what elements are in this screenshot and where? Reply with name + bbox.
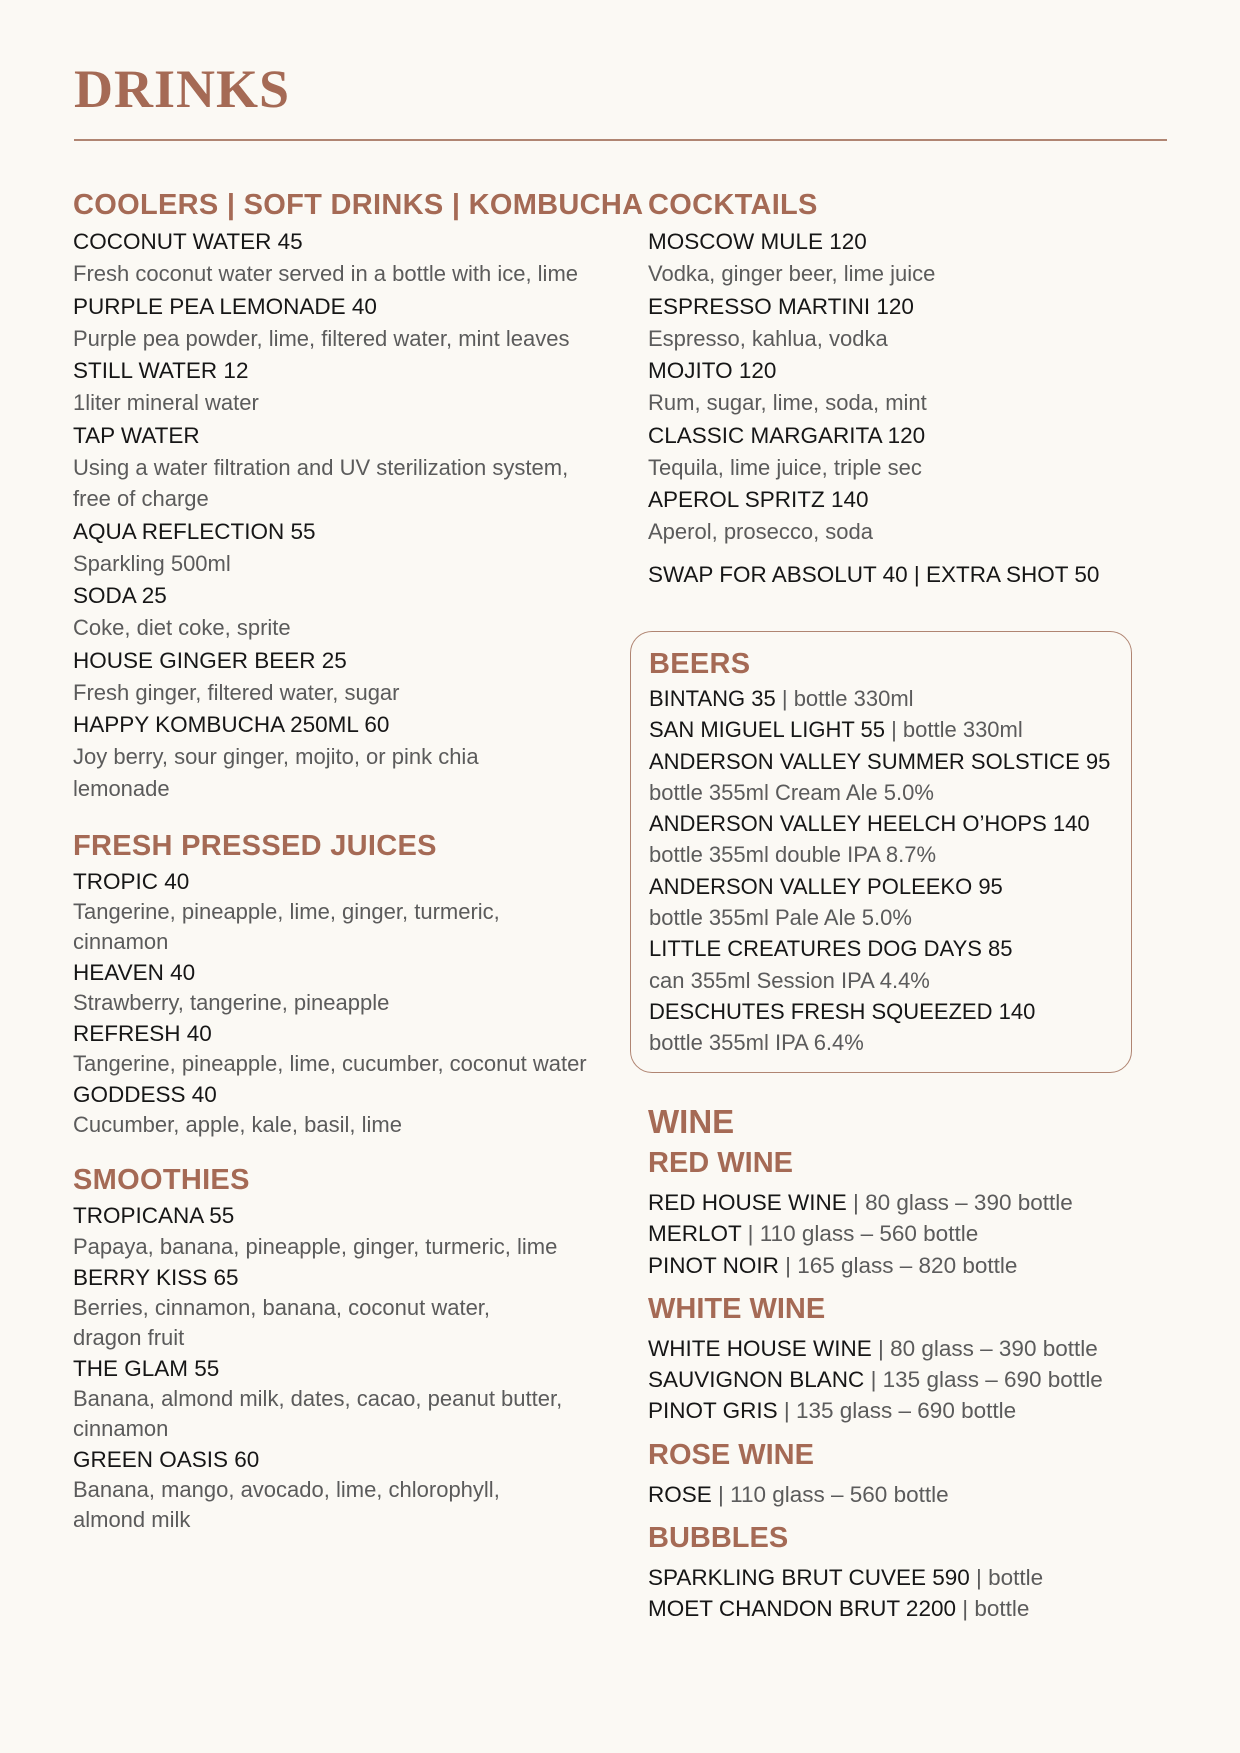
item-name: HEAVEN 40 bbox=[73, 960, 196, 985]
white-wine-group bbox=[648, 1289, 1148, 1427]
wine-price: | bottle bbox=[969, 1565, 1044, 1591]
item-name: MOJITO 120 bbox=[648, 358, 777, 383]
beer-item bbox=[649, 714, 1131, 745]
section-juices bbox=[73, 826, 618, 1140]
item-name: CLASSIC MARGARITA 120 bbox=[648, 422, 926, 448]
wine-name: PINOT GRIS bbox=[648, 1398, 778, 1424]
item-name: BERRY KISS 65 bbox=[73, 1265, 239, 1290]
beer-desc: bottle 355ml double IPA 8.7% bbox=[649, 842, 937, 868]
beer-size: | bottle 330ml bbox=[775, 686, 914, 711]
item-desc: Joy berry, sour ginger, mojito, or pink chia lemonade bbox=[73, 744, 479, 801]
item-name: COCONUT WATER 45 bbox=[73, 229, 303, 254]
menu-item bbox=[648, 354, 1138, 419]
beer-name: LITTLE CREATURES DOG DAYS 85 bbox=[649, 936, 1013, 962]
wine-price: | 110 glass – 560 bottle bbox=[711, 1481, 949, 1507]
wine-name: MOET CHANDON BRUT 2200 bbox=[648, 1596, 956, 1622]
item-desc: Using a water filtration and UV sterilization system, free of charge bbox=[73, 454, 569, 511]
item-name: REFRESH 40 bbox=[73, 1021, 212, 1046]
menu-item bbox=[73, 708, 618, 804]
beer-name: ANDERSON VALLEY HEELCH O’HOPS 140 bbox=[649, 811, 1090, 837]
section-title: SMOOTHIES bbox=[73, 1164, 250, 1196]
wine-price: | 135 glass – 690 bottle bbox=[864, 1367, 1103, 1393]
cocktail-note: SWAP FOR ABSOLUT 40 | EXTRA SHOT 50 bbox=[648, 561, 1100, 587]
wine-name: SAUVIGNON BLANC bbox=[648, 1367, 865, 1393]
item-desc: Aperol, prosecco, soda bbox=[648, 519, 874, 544]
item-desc: Sparkling 500ml bbox=[73, 550, 231, 576]
item-desc: 1liter mineral water bbox=[73, 390, 259, 415]
menu-item bbox=[648, 290, 1138, 355]
section-coolers bbox=[73, 185, 644, 804]
item-desc: Banana, almond milk, dates, cacao, peanut butter, cinnamon bbox=[73, 1386, 563, 1441]
wine-item bbox=[648, 1562, 1148, 1593]
menu-item bbox=[73, 1353, 618, 1444]
beer-name: BINTANG 35 bbox=[649, 686, 776, 711]
item-name: SODA 25 bbox=[73, 583, 167, 608]
menu-item bbox=[73, 225, 618, 290]
menu-item bbox=[73, 1018, 618, 1079]
item-name: HOUSE GINGER BEER 25 bbox=[73, 647, 347, 673]
bubbles-group bbox=[648, 1518, 1148, 1625]
item-name: TAP WATER bbox=[73, 422, 200, 448]
wine-item bbox=[648, 1250, 1148, 1281]
item-desc: Tequila, lime juice, triple sec bbox=[648, 454, 922, 480]
item-name: MOSCOW MULE 120 bbox=[648, 229, 867, 254]
item-desc: Strawberry, tangerine, pineapple bbox=[73, 990, 390, 1015]
subsection-title: ROSE WINE bbox=[648, 1438, 814, 1471]
item-name: APEROL SPRITZ 140 bbox=[648, 487, 869, 512]
section-title: FRESH PRESSED JUICES bbox=[73, 830, 437, 862]
wine-item bbox=[648, 1593, 1148, 1624]
beer-name: SAN MIGUEL LIGHT 55 bbox=[649, 717, 885, 743]
section-title: BEERS bbox=[649, 648, 751, 680]
cocktails-section bbox=[648, 185, 1138, 591]
beer-item bbox=[649, 683, 1131, 714]
wine-item bbox=[648, 1333, 1148, 1364]
beer-name: DESCHUTES FRESH SQUEEZED 140 bbox=[649, 998, 1036, 1024]
menu-item bbox=[73, 579, 618, 644]
wine-price: | 110 glass – 560 bottle bbox=[741, 1221, 979, 1247]
item-desc: Berries, cinnamon, banana, coconut water, dragon fruit bbox=[73, 1295, 491, 1350]
wine-item bbox=[648, 1395, 1148, 1426]
item-desc: Rum, sugar, lime, soda, mint bbox=[648, 390, 927, 415]
subsection-title: RED WINE bbox=[648, 1147, 793, 1179]
beer-name: ANDERSON VALLEY POLEEKO 95 bbox=[649, 873, 1003, 899]
menu-item bbox=[73, 1262, 618, 1353]
item-name: TROPIC 40 bbox=[73, 869, 190, 894]
item-desc: Tangerine, pineapple, lime, ginger, turmeric, cinnamon bbox=[73, 899, 500, 954]
menu-item bbox=[648, 419, 1138, 484]
page-title: DRINKS bbox=[74, 59, 291, 119]
wine-item bbox=[648, 1479, 1148, 1510]
section-title: COOLERS | SOFT DRINKS | KOMBUCHA bbox=[73, 189, 644, 221]
item-name: PURPLE PEA LEMONADE 40 bbox=[73, 293, 377, 319]
menu-item bbox=[73, 1079, 618, 1140]
menu-item bbox=[73, 1200, 618, 1262]
item-desc: Fresh ginger, filtered water, sugar bbox=[73, 679, 400, 705]
menu-item bbox=[648, 483, 1138, 548]
menu-item bbox=[73, 644, 618, 709]
subsection-title: BUBBLES bbox=[648, 1522, 789, 1555]
subsection-title: WHITE WINE bbox=[648, 1292, 826, 1325]
wine-item bbox=[648, 1218, 1148, 1249]
item-desc: Coke, diet coke, sprite bbox=[73, 615, 291, 640]
wine-item bbox=[648, 1187, 1148, 1218]
item-name: GREEN OASIS 60 bbox=[73, 1447, 260, 1472]
menu-item bbox=[73, 419, 618, 515]
wine-name: ROSE bbox=[648, 1481, 712, 1507]
item-name: THE GLAM 55 bbox=[73, 1356, 220, 1381]
wine-price: | 135 glass – 690 bottle bbox=[777, 1398, 1017, 1424]
wine-price: | 165 glass – 820 bottle bbox=[778, 1252, 1018, 1278]
wine-price: | 80 glass – 390 bottle bbox=[871, 1335, 1098, 1361]
item-name: AQUA REFLECTION 55 bbox=[73, 518, 316, 544]
title-divider bbox=[74, 139, 1167, 141]
item-name: GODDESS 40 bbox=[73, 1082, 217, 1107]
red-wine-group bbox=[648, 1143, 1148, 1281]
menu-item bbox=[73, 957, 618, 1018]
menu-item bbox=[648, 225, 1138, 290]
beer-desc: bottle 355ml Pale Ale 5.0% bbox=[649, 905, 912, 931]
rose-wine-group bbox=[648, 1435, 1148, 1510]
left-column bbox=[73, 185, 644, 1535]
beer-desc: bottle 355ml Cream Ale 5.0% bbox=[649, 779, 934, 805]
section-title: WINE bbox=[648, 1103, 735, 1140]
item-desc: Banana, mango, avocado, lime, chlorophyll, almond milk bbox=[73, 1477, 500, 1532]
wine-price: | bottle bbox=[956, 1596, 1030, 1622]
section-title: COCKTAILS bbox=[648, 189, 818, 221]
item-desc: Cucumber, apple, kale, basil, lime bbox=[73, 1112, 402, 1137]
menu-item bbox=[73, 290, 618, 355]
beer-desc: can 355ml Session IPA 4.4% bbox=[649, 967, 930, 993]
wine-price: | 80 glass – 390 bottle bbox=[846, 1190, 1073, 1215]
wine-item bbox=[648, 1364, 1148, 1395]
item-name: TROPICANA 55 bbox=[73, 1203, 235, 1228]
section-smoothies bbox=[73, 1160, 618, 1535]
wine-name: PINOT NOIR bbox=[648, 1252, 779, 1278]
wine-name: RED HOUSE WINE bbox=[648, 1190, 847, 1215]
wine-section bbox=[648, 1101, 1148, 1633]
menu-item bbox=[73, 354, 618, 419]
wine-name: SPARKLING BRUT CUVEE 590 bbox=[648, 1565, 970, 1591]
item-desc: Espresso, kahlua, vodka bbox=[648, 325, 888, 351]
menu-item bbox=[73, 515, 618, 580]
wine-name: WHITE HOUSE WINE bbox=[648, 1335, 872, 1361]
item-desc: Tangerine, pineapple, lime, cucumber, coconut water bbox=[73, 1051, 587, 1076]
item-desc: Fresh coconut water served in a bottle with ice, lime bbox=[73, 261, 579, 286]
item-name: STILL WATER 12 bbox=[73, 358, 249, 383]
item-name: ESPRESSO MARTINI 120 bbox=[648, 293, 914, 319]
wine-name: MERLOT bbox=[648, 1221, 742, 1247]
beers-section bbox=[630, 631, 1132, 1073]
menu-item bbox=[73, 1444, 618, 1535]
item-desc: Purple pea powder, lime, filtered water, mint leaves bbox=[73, 325, 570, 351]
item-name: HAPPY KOMBUCHA 250ML 60 bbox=[73, 712, 390, 737]
beer-size: | bottle 330ml bbox=[884, 717, 1023, 743]
item-desc: Vodka, ginger beer, lime juice bbox=[648, 261, 936, 286]
beer-name: ANDERSON VALLEY SUMMER SOLSTICE 95 bbox=[649, 748, 1111, 774]
menu-item bbox=[73, 866, 618, 957]
beer-desc: bottle 355ml IPA 6.4% bbox=[649, 1030, 864, 1056]
item-desc: Papaya, banana, pineapple, ginger, turmeric, lime bbox=[73, 1234, 558, 1259]
